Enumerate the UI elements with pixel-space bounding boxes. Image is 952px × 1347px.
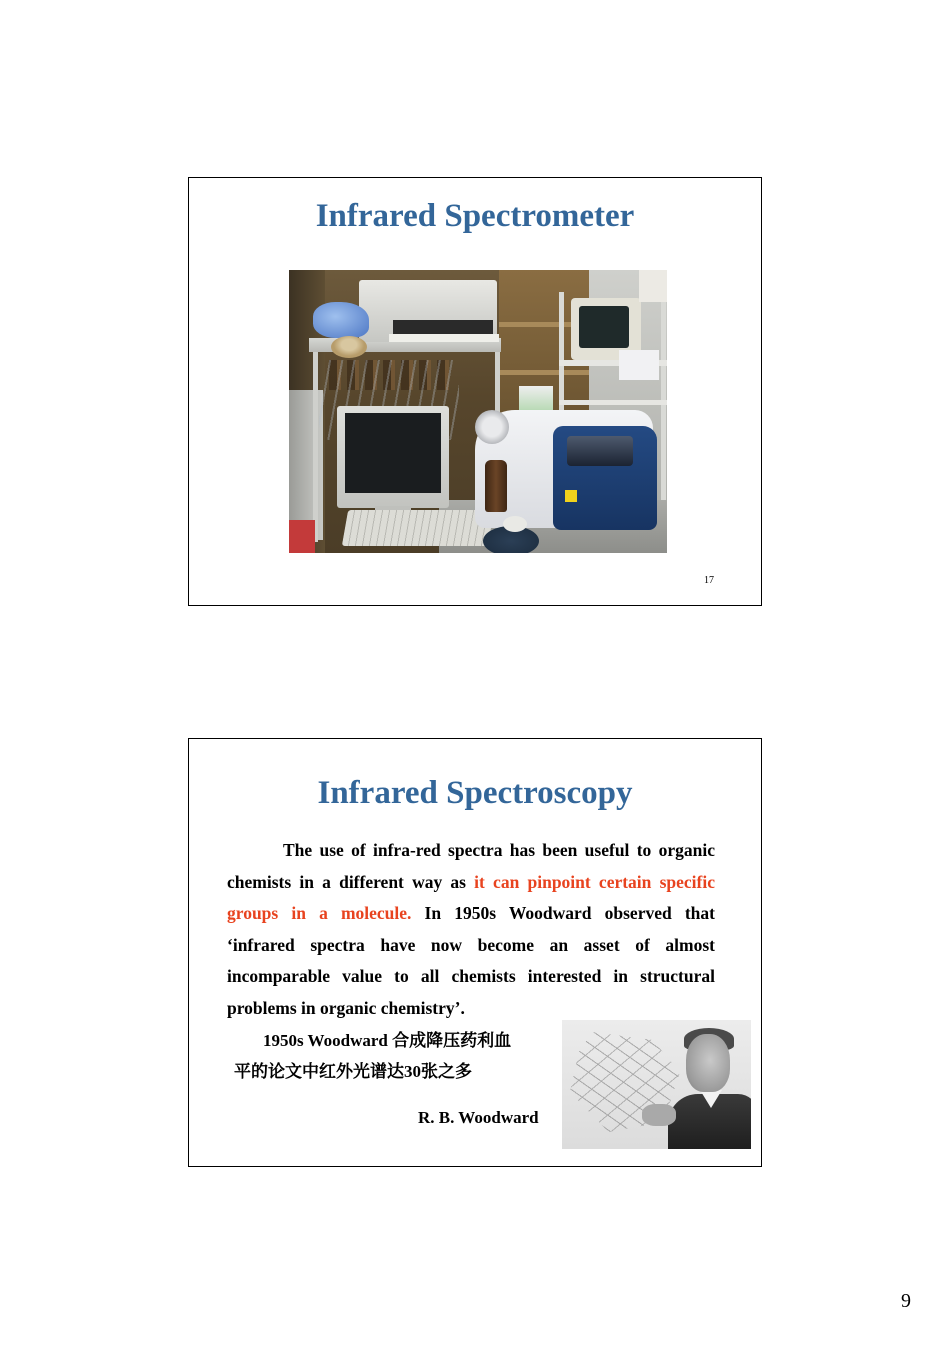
slide-number: 17 — [704, 575, 714, 586]
chinese-note-line-1: 1950s Woodward 合成降压药利血 — [263, 1031, 512, 1050]
slide-infrared-spectroscopy — [188, 738, 762, 1167]
paragraph-text-end: In 1950s Woodward observed that ‘infrared spectra have now become an asset of almost incomparable value to all chemists interested in structural problems in organic chemistry’. — [227, 903, 715, 1018]
slide-infrared-spectrometer — [188, 177, 762, 606]
page-number: 9 — [901, 1290, 911, 1312]
paragraph-highlight: it can pinpoint certain specific groups in a molecule. — [227, 871, 715, 924]
portrait-caption: R. B. Woodward — [418, 1108, 539, 1127]
paragraph-text-start: The use of infra-red spectra has been useful to organic chemists in a different way as — [227, 840, 715, 892]
chinese-note-line-2: 平的论文中红外光谱达30张之多 — [234, 1062, 472, 1081]
slide-title: Infrared Spectroscopy — [317, 775, 633, 811]
slide-title: Infrared Spectrometer — [315, 198, 635, 234]
body-paragraph — [227, 835, 715, 1025]
spectrometer-lab-photo — [289, 270, 667, 553]
woodward-portrait-photo — [562, 1020, 751, 1149]
